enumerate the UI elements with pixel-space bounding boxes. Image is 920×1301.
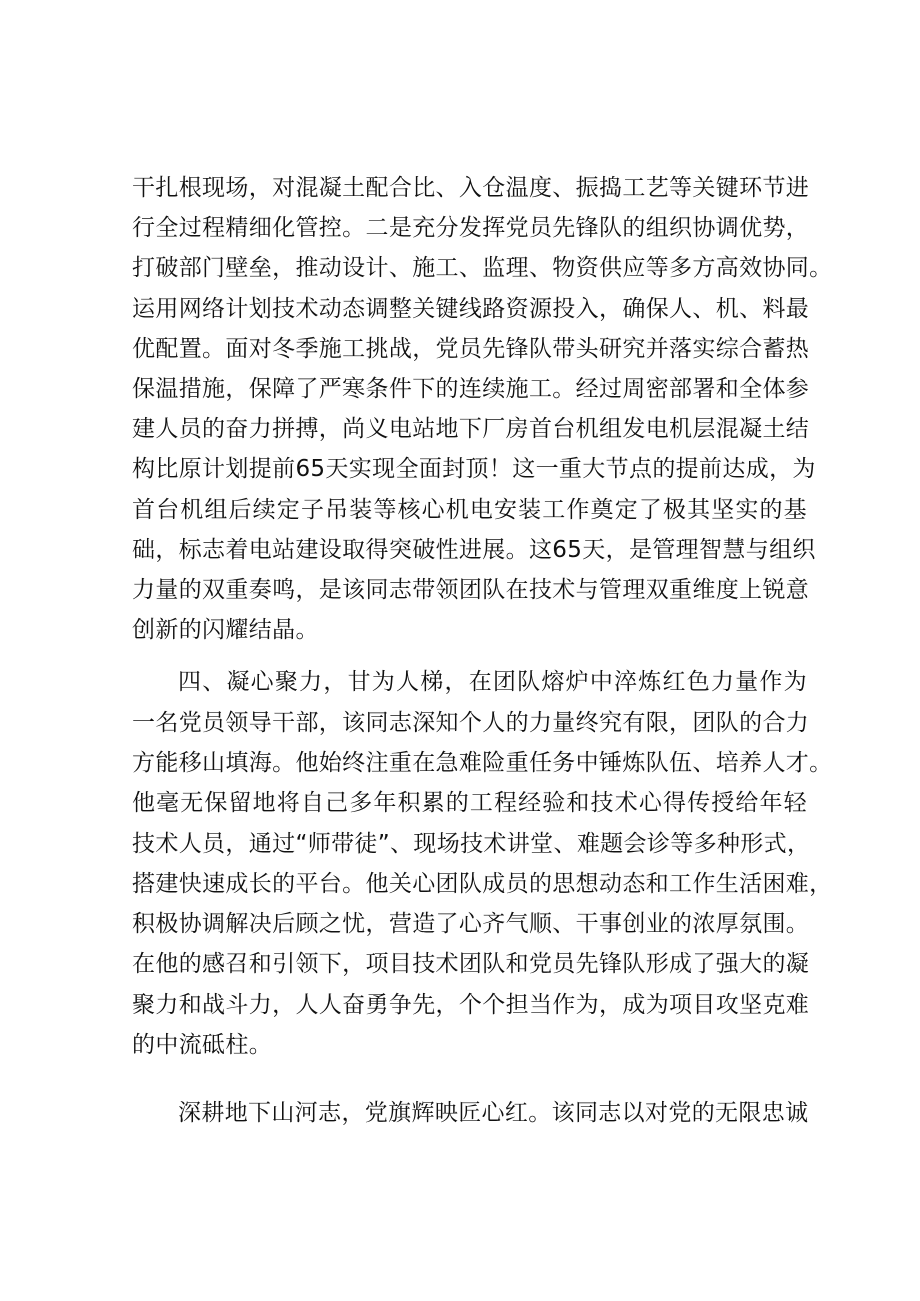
text-line: 技术人员，通过“师带徒”、现场技术讲堂、难题会诊等多种形式， xyxy=(132,831,811,857)
text-line: 运用网络计划技术动态调整关键线路资源投入，确保人、机、料最 xyxy=(132,296,810,322)
text-line: 积极协调解决后顾之忧，营造了心齐气顺、干事创业的浓厚氛围。 xyxy=(132,911,810,937)
section-heading-line: 四、凝心聚力，甘为人梯，在团队熔炉中淬炼红色力量作为 xyxy=(178,669,807,695)
text-line: 首台机组后续定子吊装等核心机电安装工作奠定了极其坚实的基 xyxy=(132,497,807,523)
text-line: 一名党员领导干部，该同志深知个人的力量终究有限，团队的合力 xyxy=(132,710,810,736)
text-line: 深耕地下山河志，党旗辉映匠心红。该同志以对党的无限忠诚 xyxy=(178,1100,809,1126)
text-line: 创新的闪耀结晶。 xyxy=(132,617,319,643)
text-line: 打破部门壁垒，推动设计、施工、监理、物资供应等多方高效协同。 xyxy=(132,255,833,281)
text-line: 的中流砥柱。 xyxy=(132,1032,273,1058)
text-line: 在他的感召和引领下，项目技术团队和党员先锋队形成了强大的凝 xyxy=(132,951,810,977)
text-line: 方能移山填海。他始终注重在急难险重任务中锤炼队伍、培养人才。 xyxy=(132,750,833,776)
text-line: 行全过程精细化管控。二是充分发挥党员先锋队的组织协调优势， xyxy=(132,215,810,241)
text-line: 构比原计划提前65天实现全面封顶！这一重大节点的提前达成，为 xyxy=(132,456,816,482)
text-line: 搭建快速成长的平台。他关心团队成员的思想动态和工作生活困难， xyxy=(132,871,833,897)
text-line: 优配置。面对冬季施工挑战，党员先锋队带头研究并落实综合蓄热 xyxy=(132,336,810,362)
text-line: 聚力和战斗力，人人奋勇争先，个个担当作为，成为项目攻坚克难 xyxy=(132,992,810,1018)
text-line: 他毫无保留地将自己多年积累的工程经验和技术心得传授给年轻 xyxy=(132,790,807,816)
text-line: 力量的双重奏鸣，是该同志带领团队在技术与管理双重维度上锐意 xyxy=(132,577,810,603)
text-line: 保温措施，保障了严寒条件下的连续施工。经过周密部署和全体参 xyxy=(132,376,810,402)
text-line: 础，标志着电站建设取得突破性进展。这65天，是管理智慧与组织 xyxy=(132,537,816,563)
text-line: 干扎根现场，对混凝土配合比、入仓温度、振捣工艺等关键环节进 xyxy=(132,175,810,201)
text-line: 建人员的奋力拼搏，尚义电站地下厂房首台机组发电机层混凝土结 xyxy=(132,416,810,442)
